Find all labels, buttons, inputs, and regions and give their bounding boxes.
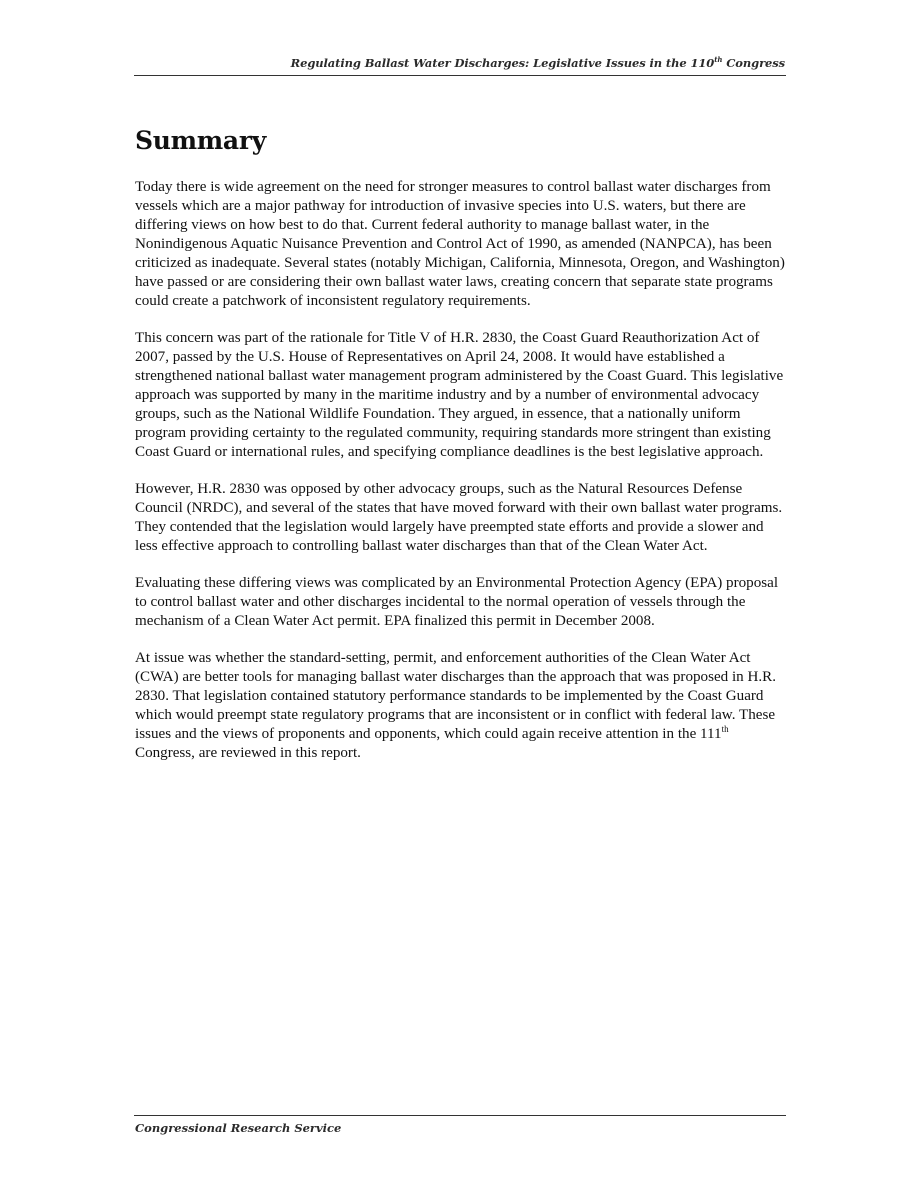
header-title-prefix: Regulating Ballast Water Discharges: Legislative Issues in the 110: [290, 56, 715, 70]
running-header: [134, 55, 786, 76]
footer-organization: Congressional Research Service: [135, 1121, 342, 1135]
section-title: Summary: [135, 126, 266, 155]
paragraph-5-text-a: At issue was whether the standard-setting, permit, and enforcement authorities of the Clean Water Act (CWA) are better tools for managing ballast water discharges than the approach that was proposed in H.R. 2830. That legislation contained statutory performance standards to be implemented by the Coast Guard which would preempt state regulatory programs that are inconsistent or in conflict with federal law. These issues and the views of proponents and opponents, which could again receive attention in the 111: [135, 650, 777, 742]
header-title-suffix: Congress: [722, 56, 785, 70]
paragraph-4: Evaluating these differing views was complicated by an Environmental Protection Agency (EPA) proposal to control ballast water and other discharges incidental to the normal operation of vessels through the mechanism of a Clean Water Act permit. EPA finalized this permit in December 2008.: [135, 575, 779, 629]
paragraph-1: Today there is wide agreement on the need for stronger measures to control ballast water discharges from vessels which are a major pathway for introduction of invasive species into U.S. waters, but there are differing views on how best to do that. Current federal authority to manage ballast water, in the Nonindigenous Aquatic Nuisance Prevention and Control Act of 1990, as amended (NANPCA), has been criticized as inadequate. Several states (notably Michigan, California, Minnesota, Oregon, and Washington) have passed or are considering their own ballast water laws, creating concern that separate state programs could create a patchwork of inconsistent regulatory requirements.: [135, 179, 785, 309]
header-title-superscript: th: [714, 55, 723, 65]
paragraph-5-superscript: th: [721, 723, 729, 734]
running-header-title: [291, 56, 785, 70]
paragraph-3: However, H.R. 2830 was opposed by other advocacy groups, such as the Natural Resources Defense Council (NRDC), and several of the states that have moved forward with their own ballast water programs. They contended that the legislation would largely have preempted state efforts and provide a slower and less effective approach to controlling ballast water discharges than that of the Clean Water Act.: [135, 481, 783, 554]
summary-body: [135, 178, 787, 781]
running-footer: [134, 1115, 786, 1135]
paragraph-5-text-b: Congress, are reviewed in this report.: [135, 745, 361, 761]
paragraph-2: This concern was part of the rationale for Title V of H.R. 2830, the Coast Guard Reauthorization Act of 2007, passed by the U.S. House of Representatives on April 24, 2008. It would have established a strengthened national ballast water management program administered by the Coast Guard. This legislative approach was supported by many in the maritime industry and by a number of environmental advocacy groups, such as the National Wildlife Foundation. They argued, in essence, that a nationally uniform program providing certainty to the regulated community, requiring standards more stringent than existing Coast Guard or international rules, and specifying compliance deadlines is the best legislative approach.: [135, 330, 784, 460]
paragraph-5: [135, 649, 787, 763]
